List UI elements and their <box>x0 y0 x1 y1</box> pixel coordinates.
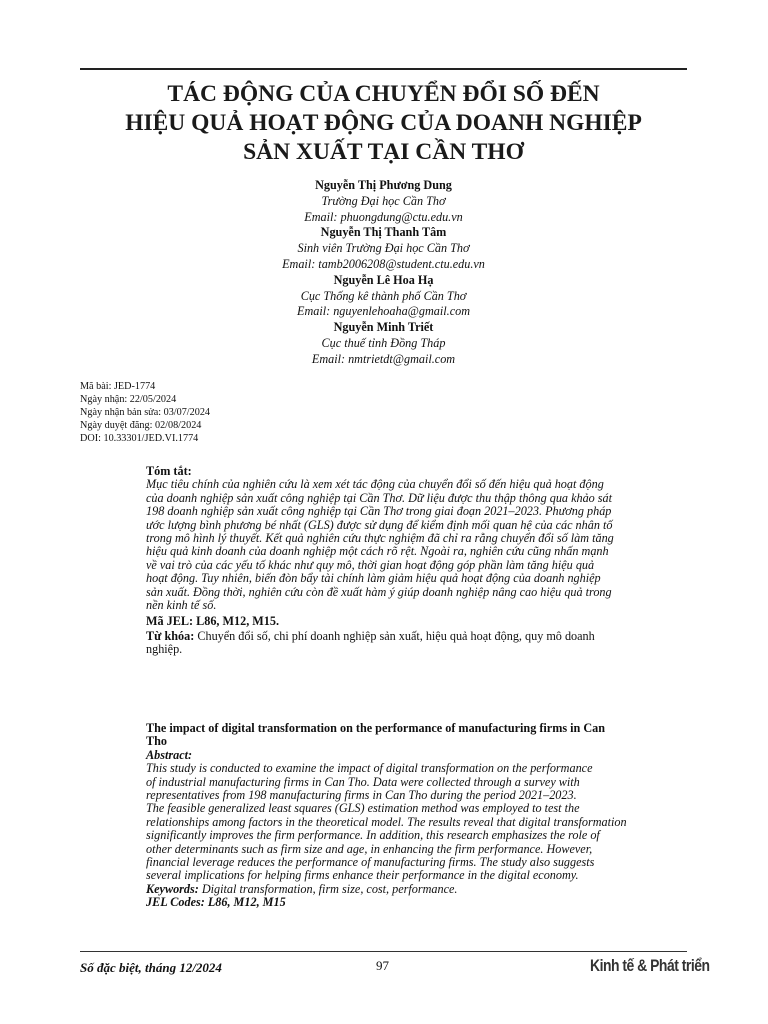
abstract-body <box>146 478 687 612</box>
keywords-text: Chuyển đổi số, chi phí doanh nghiệp sản xuất, hiệu quả hoạt động, quy mô doanh <box>194 628 595 643</box>
keywords-label: Keywords: <box>146 881 199 896</box>
abstract-line: ước lượng bình phương bé nhất (GLS) được sử dụng để kiểm định mối quan hệ của các nhân tố <box>146 517 613 532</box>
title-line: SẢN XUẤT TẠI CẦN THƠ <box>243 139 524 165</box>
journal-logo: Kinh tế & Phát triển <box>590 956 710 975</box>
meta-line: Ngày nhận: 22/05/2024 <box>80 394 177 405</box>
author-name: Nguyễn Lê Hoa Hạ <box>333 272 434 287</box>
abstract-line: The feasible generalized least squares (GLS) estimation method was employed to test the <box>146 801 580 816</box>
author-affiliation: Sinh viên Trường Đại học Cần Thơ <box>297 241 470 256</box>
meta-line: DOI: 10.33301/JED.VI.1774 <box>80 433 199 444</box>
title-line: HIỆU QUẢ HOẠT ĐỘNG CỦA DOANH NGHIỆP <box>125 110 642 136</box>
author-affiliation: Trường Đại học Cần Thơ <box>321 193 446 208</box>
author-email: Email: phuongdung@ctu.edu.vn <box>304 209 463 224</box>
abstract-body <box>146 762 687 883</box>
author-affiliation: Cục thuế tỉnh Đồng Tháp <box>321 335 446 350</box>
abstract-line: Mục tiêu chính của nghiên cứu là xem xét tác động của chuyển đổi số đến hiệu quả hoạt động <box>146 477 604 492</box>
abstract-line: sản xuất. Đồng thời, nghiên cứu còn đề xuất hàm ý giúp doanh nghiệp nâng cao hiệu quả trong <box>146 584 612 599</box>
abstract-line: several implications for helping firms enhance their performance in the digital economy. <box>146 868 579 883</box>
abstract-line: significantly improves the firm performance. In addition, this research emphasizes the role of <box>146 828 600 843</box>
author-name: Nguyễn Minh Triết <box>333 320 434 335</box>
page-number: 97 <box>376 958 389 973</box>
keywords-text: nghiệp. <box>146 642 183 657</box>
keywords <box>146 630 687 657</box>
english-title-line: Tho <box>146 734 168 749</box>
jel-codes: Mã JEL: L86, M12, M15. <box>146 614 280 629</box>
top-rule <box>80 68 687 70</box>
english-title <box>146 722 687 749</box>
abstract-line: of industrial manufacturing firms in Can Tho. Data were collected through a survey with <box>146 774 580 789</box>
footer-rule <box>80 951 687 952</box>
abstract-line: về vai trò của các yếu tố khác như quy mô, thời gian hoạt động góp phần làm tăng hiệu quả <box>146 557 595 572</box>
abstract-line: 198 doanh nghiệp sản xuất công nghiệp tại Cần Thơ trong giai đoạn 2021–2023. Phương pháp <box>146 504 612 519</box>
meta-line: Ngày duyệt đăng: 02/08/2024 <box>80 420 202 431</box>
english-title-line: The impact of digital transformation on the performance of manufacturing firms in Can <box>146 721 606 735</box>
author-name: Nguyễn Thị Thanh Tâm <box>320 225 447 240</box>
author-name: Nguyễn Thị Phương Dung <box>315 178 452 192</box>
abstract-line: relationships among factors in the theoretical model. The results reveal that digital transformation <box>146 814 627 829</box>
abstract-line: This study is conducted to examine the impact of digital transformation on the performance <box>146 761 593 776</box>
jel-codes: JEL Codes: L86, M12, M15 <box>146 895 286 910</box>
abstract-line: trong mô hình lý thuyết. Kết quả nghiên cứu thực nghiệm đã chỉ ra rằng chuyển đổi số làm tăng <box>146 531 614 546</box>
author-email: Email: nguyenlehoaha@gmail.com <box>297 304 470 319</box>
article-title <box>80 80 687 167</box>
abstract-heading: Tóm tắt: <box>146 464 192 478</box>
english-abstract <box>146 722 687 910</box>
keywords-text: Digital transformation, firm size, cost, performance. <box>198 881 458 896</box>
article-metadata <box>80 380 210 445</box>
abstract-line: financial leverage reduces the performance of manufacturing firms. The study also suggests <box>146 855 595 870</box>
author-email: Email: nmtrietdt@gmail.com <box>311 351 456 366</box>
abstract-line: của doanh nghiệp sản xuất công nghiệp tại Cần Thơ. Dữ liệu được thu thập thông qua khảo sát <box>146 490 613 505</box>
abstract-heading: Abstract: <box>146 747 193 762</box>
author-affiliation: Cục Thống kê thành phố Cần Thơ <box>300 288 467 303</box>
title-line: TÁC ĐỘNG CỦA CHUYỂN ĐỔI SỐ ĐẾN <box>167 81 600 107</box>
vietnamese-abstract <box>146 465 687 657</box>
author-email: Email: tamb2006208@student.ctu.edu.vn <box>282 256 485 271</box>
meta-line: Mã bài: JED-1774 <box>80 381 156 392</box>
abstract-line: nền kinh tế số. <box>146 598 217 613</box>
abstract-line: hoạt động. Tuy nhiên, biến đòn bẩy tài chính làm giảm hiệu quả hoạt động của doanh nghiệp <box>146 571 601 586</box>
keywords <box>146 883 687 896</box>
abstract-line: representatives from 198 manufacturing firms in Can Tho during the period 2021–2023. <box>146 788 577 803</box>
abstract-line: other determinants such as firm size and age, in enhancing the firm performance. However, <box>146 841 593 856</box>
author-block <box>80 178 687 368</box>
abstract-line: hiệu quả kinh doanh của doanh nghiệp một cách rõ rệt. Ngoài ra, nghiên cứu cũng nhấn mạnh <box>146 544 609 559</box>
issue-label: Số đặc biệt, tháng 12/2024 <box>80 960 222 975</box>
keywords-label: Từ khóa: <box>146 628 195 643</box>
meta-line: Ngày nhận bản sửa: 03/07/2024 <box>80 407 211 418</box>
